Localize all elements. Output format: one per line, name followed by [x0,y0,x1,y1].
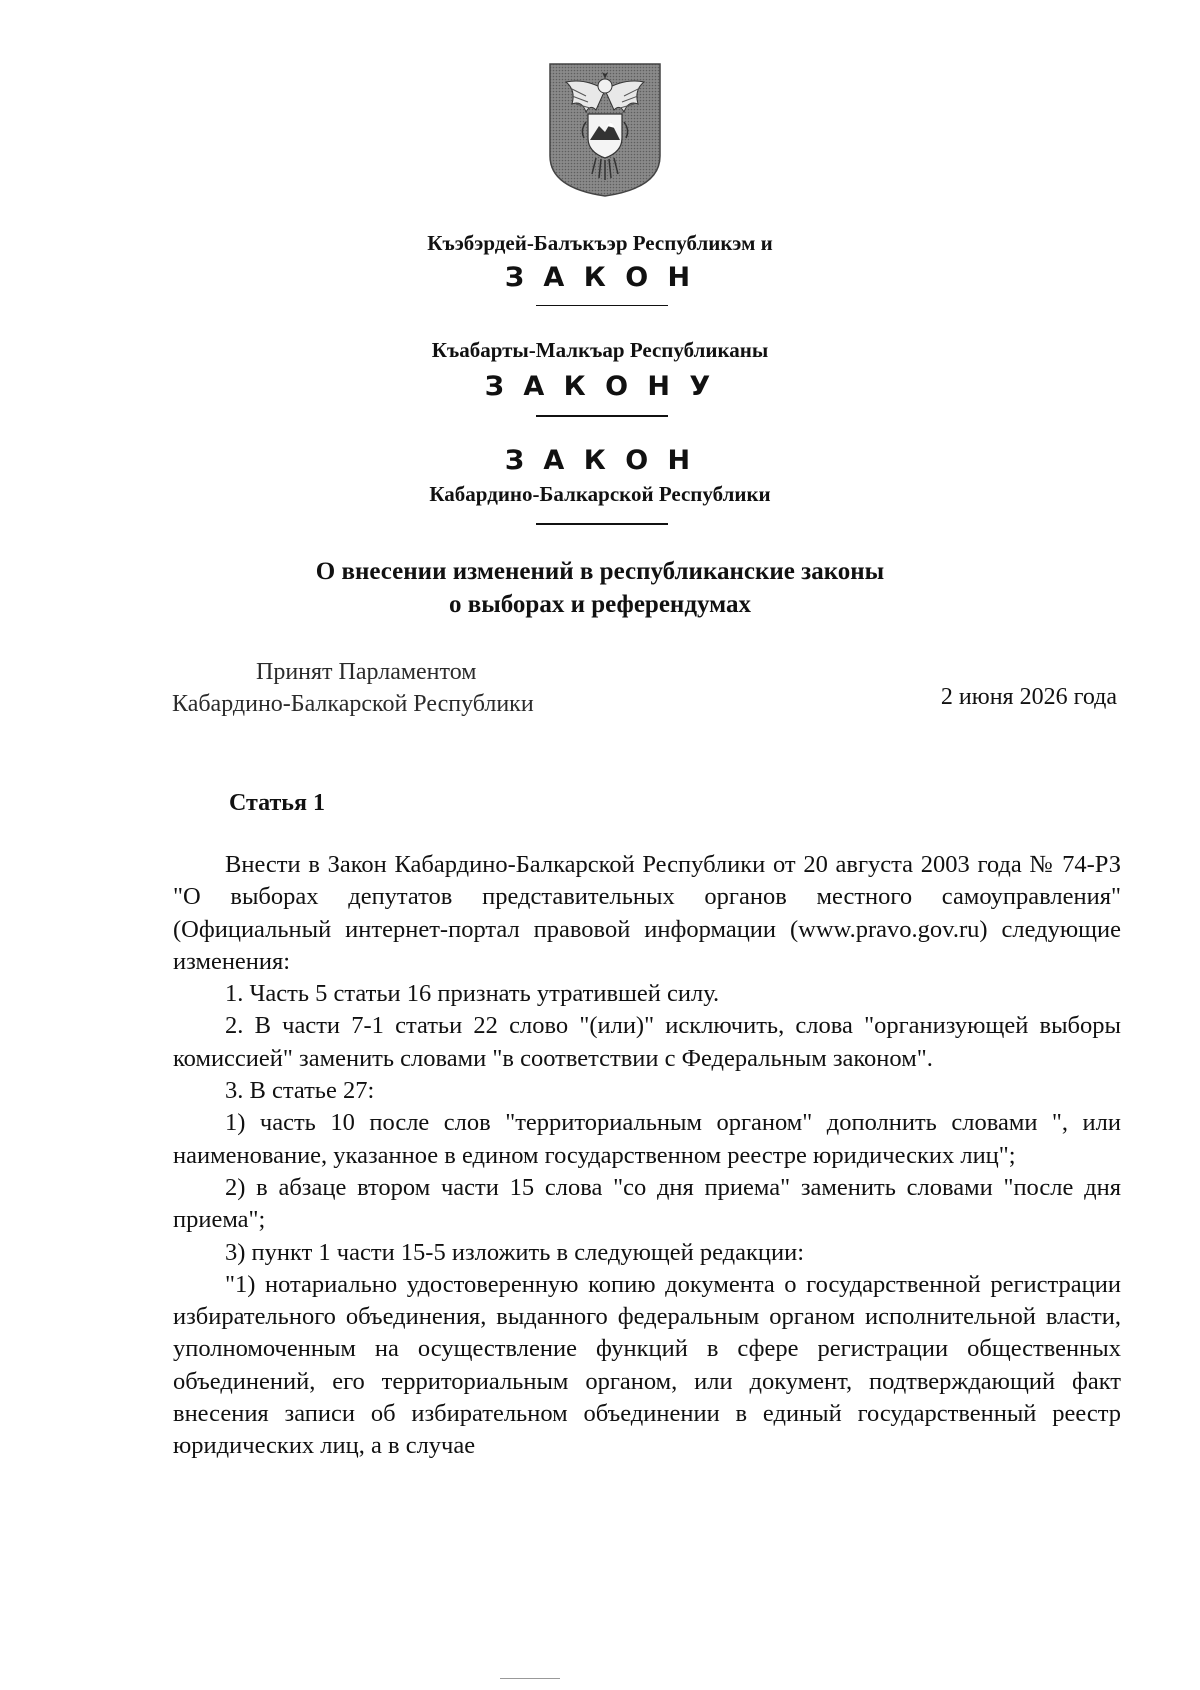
kabardian-republic-line: Къэбэрдей-Балъкъэр Республикэм и [427,231,773,255]
article-paragraph: 1. Часть 5 статьи 16 признать утратившей силу. [225,980,720,1008]
law-title-line-1: О внесении изменений в республиканские законы [315,558,885,585]
balkar-republic-line: Къабарты-Малкъар Республиканы [431,338,769,362]
adoption-date: 2 июня 2026 года [940,684,1117,710]
article-paragraph: 3) пункт 1 части 15-5 изложить в следующей редакции: [225,1238,805,1266]
divider [536,415,668,417]
article-paragraph: 1) часть 10 после слов "территориальным органом" дополнить словами ", или наименование, указанное в едином государственном реестре юридических лиц"; [173,1109,1121,1169]
article-body [173,849,1121,1463]
coat-of-arms-icon [546,60,664,198]
coat-of-arms [546,60,664,198]
article-paragraph: "1) нотариально удостоверенную копию документа о государственной регистрации избирательного объединения, выданного федеральным органом исполнительной власти, уполномоченным на осуществление функций в сфере регистрации общественных объединений, его территориальным органом, или документ, подтверждающий факт внесения записи об избирательном объединении в единый государственный реестр юридических лиц, а в случае [173,1270,1121,1460]
article-heading: Статья 1 [229,790,325,816]
kabardian-law-word: З А К О Н [504,262,696,293]
article-paragraph: 3. В статье 27: [225,1077,375,1105]
article-paragraph: 2) в абзаце втором части 15 слова "со дня приема" заменить словами "после дня приема"; [173,1173,1121,1234]
divider [536,305,668,306]
article-paragraph: Внести в Закон Кабардино-Балкарской Республики от 20 августа 2003 года № 74-РЗ "О выборах депутатов представительных органов местного самоуправления" (Официальный интернет-портал правовой информации (www.pravo.gov.ru) следующие изменения: [173,851,1121,975]
balkar-law-word: З А К О Н У [484,371,716,402]
article-paragraph: 2. В части 7-1 статьи 22 слово "(или)" исключить, слова "организующей выборы комиссией" заменить словами "в соответствии с Федеральным законом". [173,1012,1121,1072]
russian-law-word: З А К О Н [504,445,696,476]
divider [536,523,668,525]
law-title-line-2: о выборах и референдумах [448,591,752,618]
adopted-by-parliament-line: Кабардино-Балкарской Республики [172,691,534,717]
adopted-by-line: Принят Парламентом [256,659,477,685]
russian-republic-line: Кабардино-Балкарской Республики [429,482,771,506]
page-footer-mark [500,1678,560,1679]
